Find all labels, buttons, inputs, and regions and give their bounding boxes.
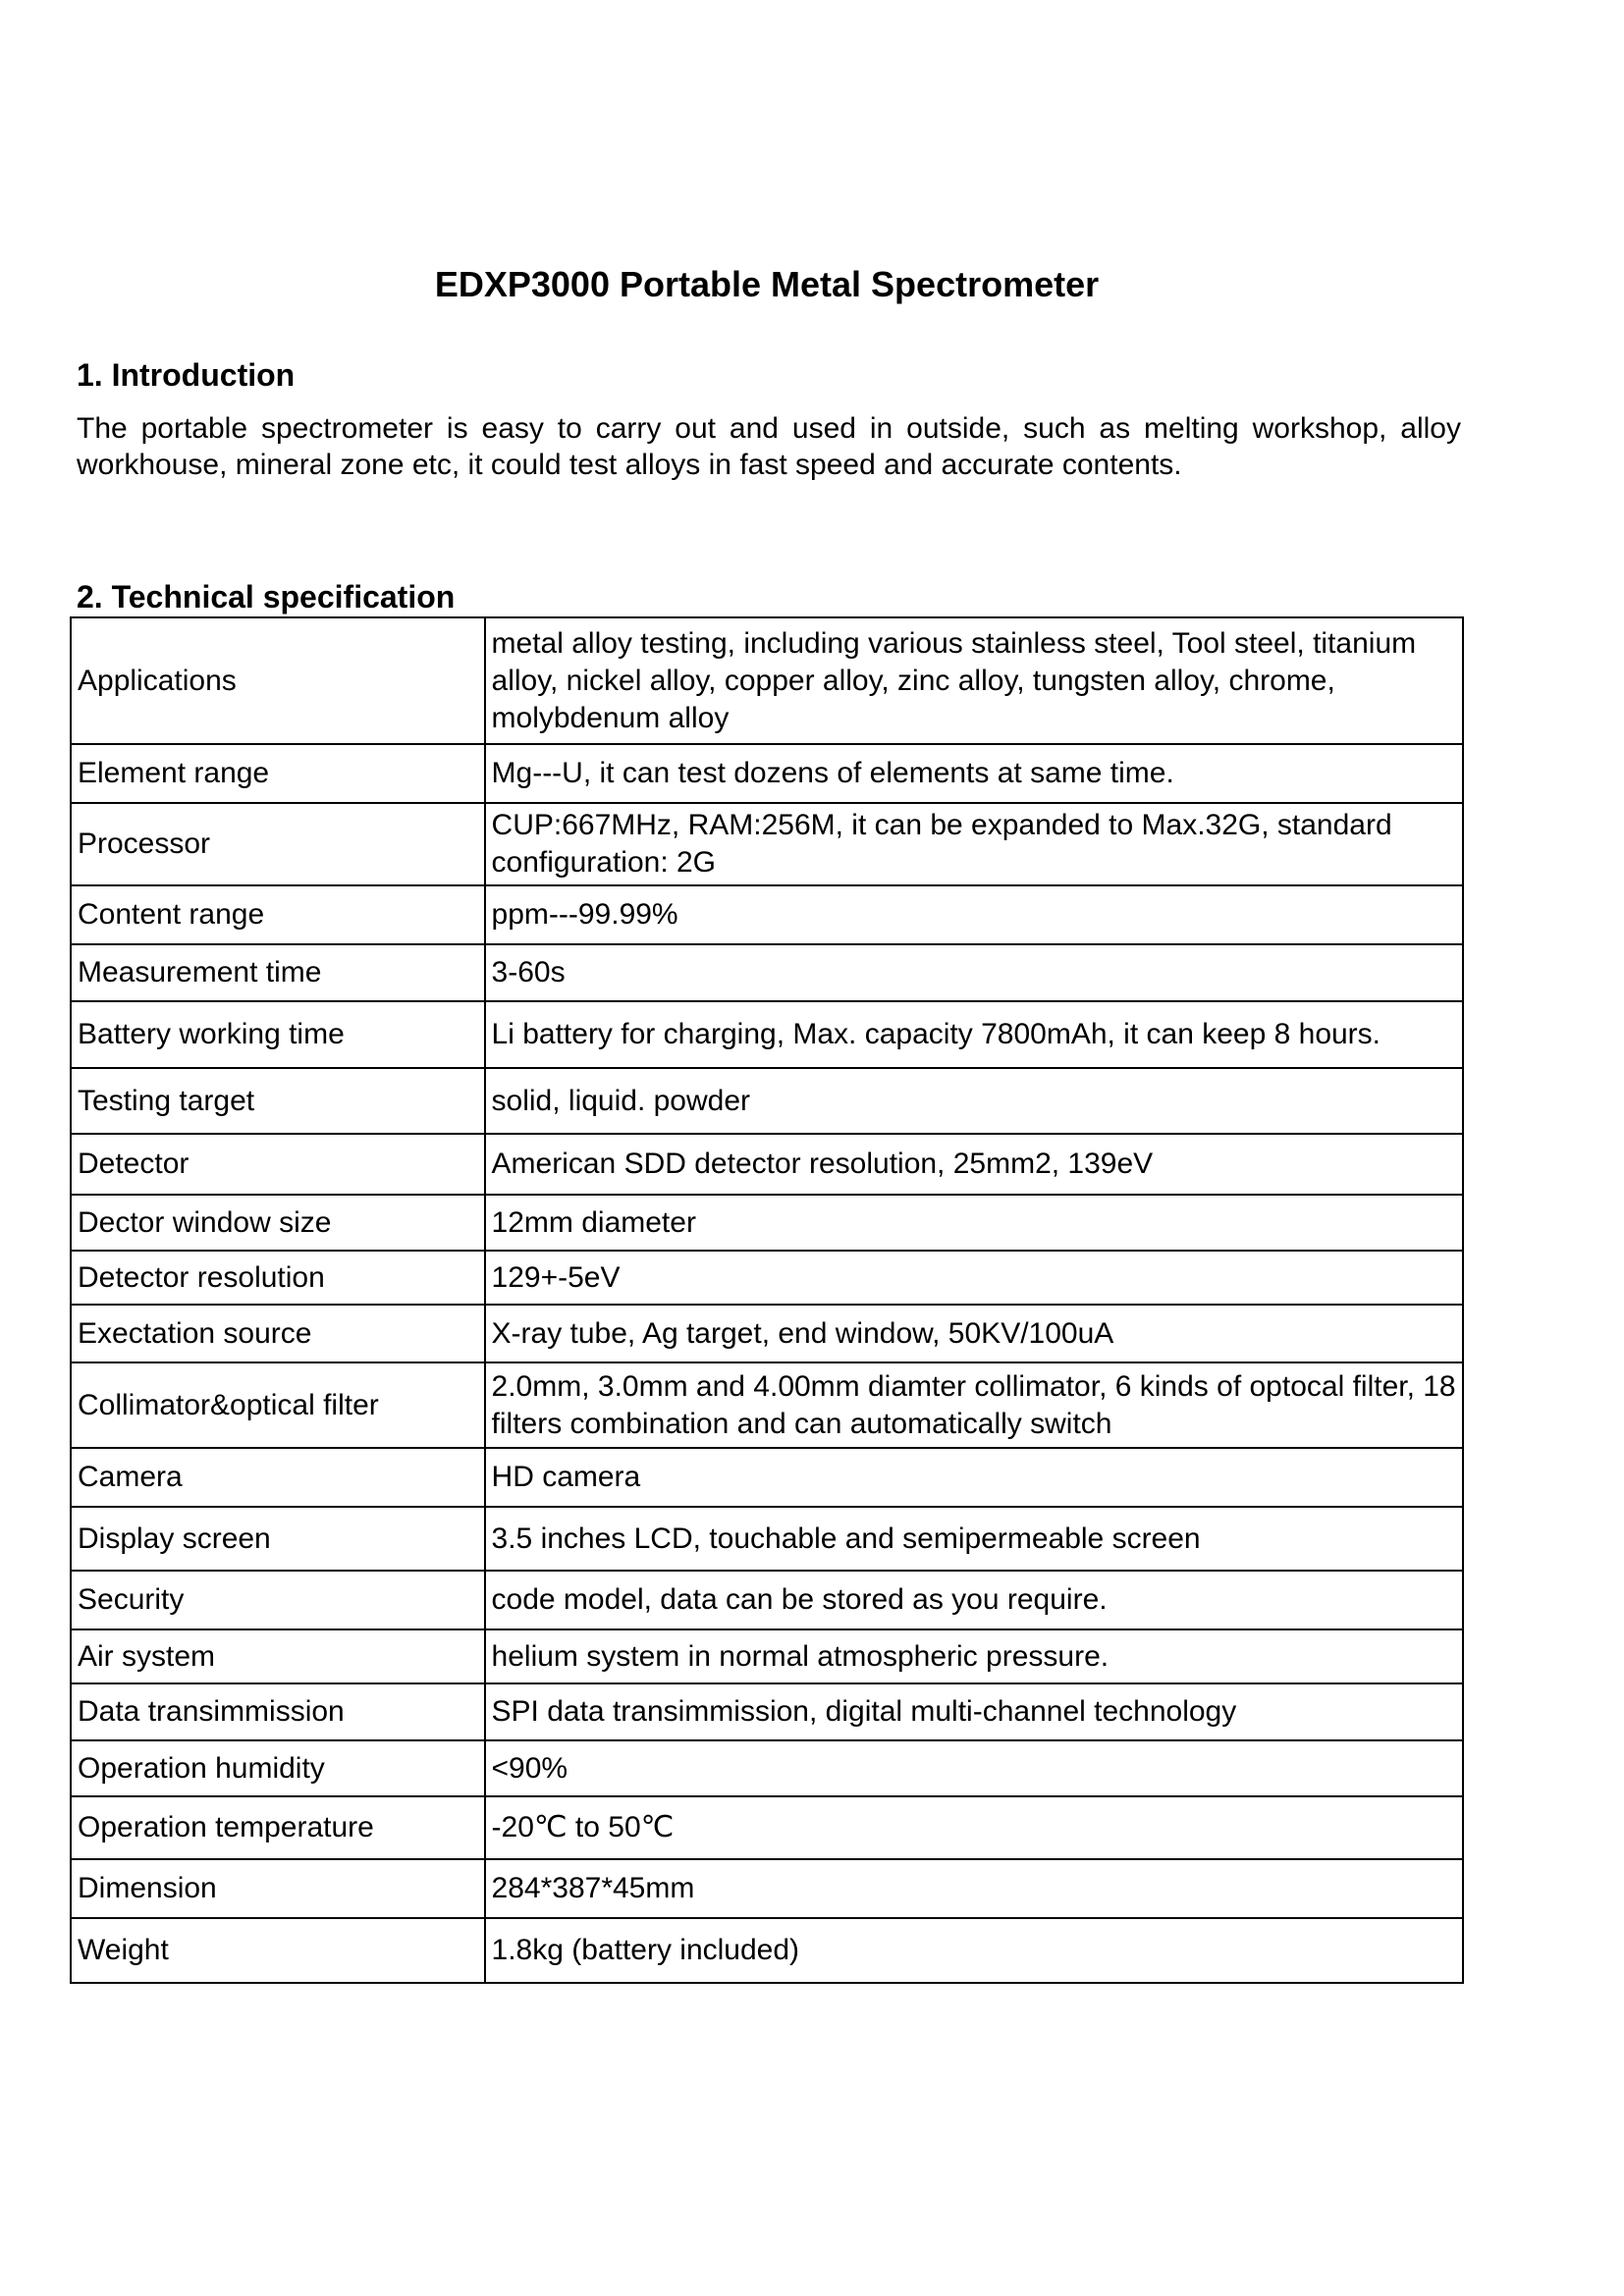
spec-value: Mg---U, it can test dozens of elements at same time.: [485, 744, 1463, 803]
spec-label: Dimension: [71, 1859, 485, 1918]
spec-row-measurement-time: [71, 944, 1463, 1001]
spec-row-air-system: [71, 1629, 1463, 1683]
spec-value: -20℃ to 50℃: [485, 1796, 1463, 1859]
spec-value: <90%: [485, 1740, 1463, 1796]
spec-row-content-range: [71, 885, 1463, 944]
spec-row-battery-working-time: [71, 1001, 1463, 1068]
spec-row-operation-temperature: [71, 1796, 1463, 1859]
spec-value: solid, liquid. powder: [485, 1068, 1463, 1134]
spec-label: Operation temperature: [71, 1796, 485, 1859]
spec-label: Camera: [71, 1448, 485, 1507]
spec-value: SPI data transimmission, digital multi-channel technology: [485, 1683, 1463, 1740]
spec-label: Measurement time: [71, 944, 485, 1001]
spec-value: CUP:667MHz, RAM:256M, it can be expanded to Max.32G, standard configuration: 2G: [485, 803, 1463, 885]
spec-label: Detector: [71, 1134, 485, 1195]
spec-label: Data transimmission: [71, 1683, 485, 1740]
spec-value: metal alloy testing, including various stainless steel, Tool steel, titanium alloy, nickel alloy, copper alloy, zinc alloy, tungsten alloy, chrome, molybdenum alloy: [485, 617, 1463, 744]
spec-label: Battery working time: [71, 1001, 485, 1068]
spec-label: Operation humidity: [71, 1740, 485, 1796]
spec-value: 2.0mm, 3.0mm and 4.00mm diamter collimator, 6 kinds of optocal filter, 18 filters combination and can automatically switch: [485, 1362, 1463, 1448]
spec-label: Detector resolution: [71, 1251, 485, 1305]
spec-label: Weight: [71, 1918, 485, 1983]
spec-row-dector-window-size: [71, 1195, 1463, 1251]
spec-row-camera: [71, 1448, 1463, 1507]
spec-label: Element range: [71, 744, 485, 803]
spec-value: 3.5 inches LCD, touchable and semipermeable screen: [485, 1507, 1463, 1571]
spec-label: Processor: [71, 803, 485, 885]
spec-label: Display screen: [71, 1507, 485, 1571]
spec-row-security: [71, 1571, 1463, 1629]
spec-value: 1.8kg (battery included): [485, 1918, 1463, 1983]
spec-label: Dector window size: [71, 1195, 485, 1251]
spec-label: Security: [71, 1571, 485, 1629]
spec-value: HD camera: [485, 1448, 1463, 1507]
spec-label: Applications: [71, 617, 485, 744]
spec-label: Collimator&optical filter: [71, 1362, 485, 1448]
spec-row-processor: [71, 803, 1463, 885]
page-title: EDXP3000 Portable Metal Spectrometer: [434, 264, 1100, 304]
introduction-paragraph: The portable spectrometer is easy to carry out and used in outside, such as melting workshop, alloy workhouse, mineral zone etc, it could test alloys in fast speed and accurate contents.: [77, 412, 1461, 481]
spec-value: 284*387*45mm: [485, 1859, 1463, 1918]
spec-label: Testing target: [71, 1068, 485, 1134]
spec-value: code model, data can be stored as you require.: [485, 1571, 1463, 1629]
spec-value: helium system in normal atmospheric pressure.: [485, 1629, 1463, 1683]
specification-table: [70, 616, 1464, 1984]
spec-row-applications: [71, 617, 1463, 744]
spec-row-dimension: [71, 1859, 1463, 1918]
spec-row-detector: [71, 1134, 1463, 1195]
spec-label: Air system: [71, 1629, 485, 1683]
spec-value: 12mm diameter: [485, 1195, 1463, 1251]
spec-row-element-range: [71, 744, 1463, 803]
spec-row-collimator-optical-filter: [71, 1362, 1463, 1448]
spec-row-weight: [71, 1918, 1463, 1983]
spec-value: 3-60s: [485, 944, 1463, 1001]
spec-value: American SDD detector resolution, 25mm2, 139eV: [485, 1134, 1463, 1195]
spec-label: Exectation source: [71, 1305, 485, 1362]
spec-row-data-transimmission: [71, 1683, 1463, 1740]
technical-specification-heading: 2. Technical specification: [77, 579, 456, 614]
spec-row-exectation-source: [71, 1305, 1463, 1362]
spec-value: 129+-5eV: [485, 1251, 1463, 1305]
introduction-heading: 1. Introduction: [77, 357, 296, 393]
spec-value: X-ray tube, Ag target, end window, 50KV/100uA: [485, 1305, 1463, 1362]
spec-row-display-screen: [71, 1507, 1463, 1571]
spec-row-detector-resolution: [71, 1251, 1463, 1305]
spec-value: Li battery for charging, Max. capacity 7800mAh, it can keep 8 hours.: [485, 1001, 1463, 1068]
spec-value: ppm---99.99%: [485, 885, 1463, 944]
spec-label: Content range: [71, 885, 485, 944]
spec-row-operation-humidity: [71, 1740, 1463, 1796]
spec-row-testing-target: [71, 1068, 1463, 1134]
